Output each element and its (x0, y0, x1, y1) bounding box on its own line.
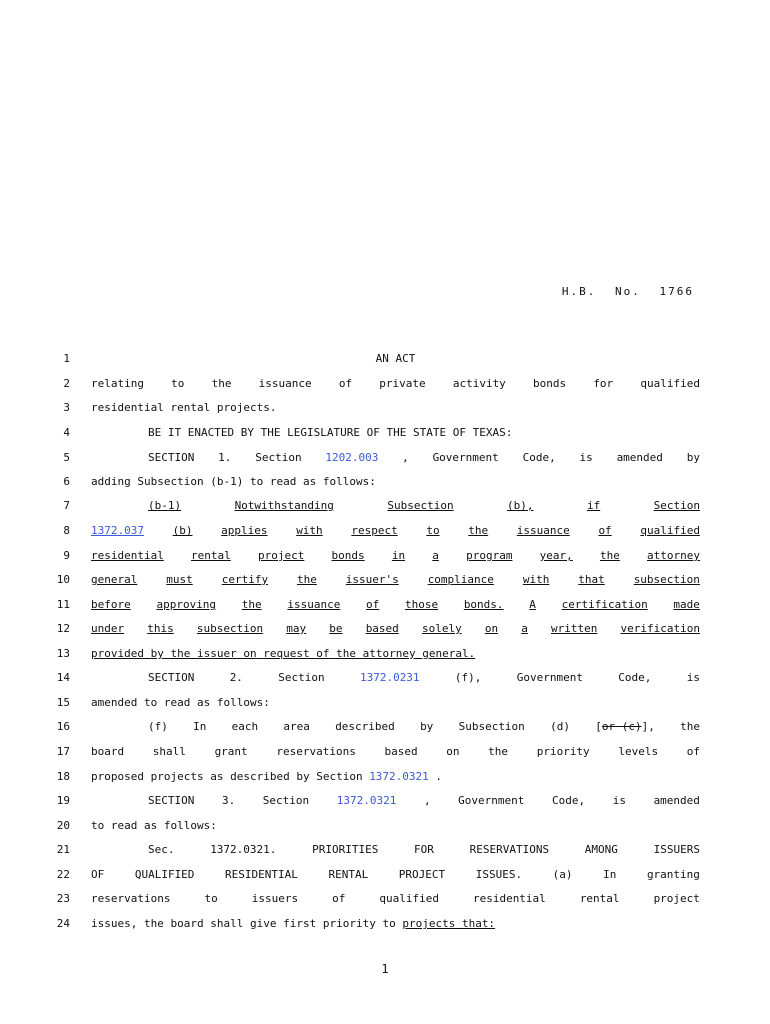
bill-line (0, 549, 770, 569)
word: as (196, 696, 211, 709)
line-text (91, 598, 700, 611)
word: issuance (258, 377, 312, 390)
word: the (488, 745, 509, 758)
bill-line (0, 426, 770, 446)
struck-text: or (c) (601, 720, 642, 733)
bill-line (0, 573, 770, 593)
line-number: 18 (56, 770, 70, 783)
word: to (171, 377, 185, 390)
line-text (91, 770, 700, 783)
word: issuance (516, 524, 570, 537)
word: solely (421, 622, 462, 635)
line-number: 6 (63, 475, 70, 488)
word: give (249, 917, 277, 930)
word: general (91, 573, 138, 586)
word: by (296, 770, 310, 783)
word: priority (536, 745, 590, 758)
word: AN (375, 352, 389, 365)
word: In (193, 720, 207, 733)
word: is (612, 794, 626, 807)
word: ISSUES. (475, 868, 523, 881)
word: certification (561, 598, 648, 611)
word: RESIDENTIAL (225, 868, 298, 881)
word: 2. (229, 671, 243, 684)
word: TEXAS: (472, 426, 513, 439)
word: attorney (647, 549, 700, 562)
line-number: 11 (56, 598, 70, 611)
word: based (384, 745, 418, 758)
bill-line (0, 917, 770, 937)
word: on (243, 647, 257, 660)
word: by (686, 451, 700, 464)
word: projects. (216, 401, 277, 414)
word: Government (458, 794, 525, 807)
word: project (257, 549, 305, 562)
word: of (316, 647, 330, 660)
line-number: 2 (63, 377, 70, 390)
word: those (404, 598, 439, 611)
bill-line (0, 770, 770, 790)
word: as (144, 819, 158, 832)
bill-line (0, 696, 770, 716)
line-text (148, 426, 700, 439)
bill-line (0, 524, 770, 544)
bill-line (0, 451, 770, 471)
page-number: 1 (381, 962, 389, 976)
line-number: 4 (63, 426, 70, 439)
word: this (147, 622, 174, 635)
line-text (148, 794, 700, 807)
word: OF (366, 426, 380, 439)
word: certify (221, 573, 269, 586)
word: request (263, 647, 310, 660)
bill-line (0, 868, 770, 888)
line-text (91, 892, 700, 905)
word: ENACTED (187, 426, 235, 439)
word: the (599, 549, 620, 562)
line-number: 13 (56, 647, 70, 660)
word: read (269, 475, 297, 488)
word: qualified (379, 892, 439, 905)
word: OF (452, 426, 466, 439)
word: . (435, 770, 443, 783)
word: a (432, 549, 439, 562)
word: approving (156, 598, 217, 611)
line-text (91, 549, 700, 562)
line-number: 12 (56, 622, 70, 635)
word: a (521, 622, 528, 635)
word: (b) (172, 524, 193, 537)
line-text (91, 696, 700, 709)
word: the (170, 647, 191, 660)
word: be (329, 622, 343, 635)
bill-line (0, 377, 770, 397)
word: amended (91, 696, 138, 709)
word: adding (91, 475, 131, 488)
line-number: 19 (56, 794, 70, 807)
bill-line (0, 843, 770, 863)
line-number: 21 (56, 843, 70, 856)
word: written (551, 622, 598, 635)
word: granting (646, 868, 700, 881)
word: as (210, 770, 224, 783)
word: (b-1) (148, 499, 182, 512)
bill-line (0, 401, 770, 421)
word: rental (579, 892, 620, 905)
word: projects (150, 770, 204, 783)
bill-line (0, 499, 770, 519)
word: Code, (552, 794, 586, 807)
word: STATE (412, 426, 447, 439)
line-number: 3 (63, 401, 70, 414)
word: shall (152, 745, 186, 758)
code-section-link[interactable]: 1372.0321 (369, 770, 429, 783)
word: before (91, 598, 131, 611)
line-number: 5 (63, 451, 70, 464)
word: project (653, 892, 700, 905)
word: FOR (414, 843, 434, 856)
word: issuance (287, 598, 341, 611)
word: IT (167, 426, 182, 439)
word: follows: (163, 819, 217, 832)
word: shall (210, 917, 244, 930)
line-number: 20 (56, 819, 70, 832)
word: in (391, 549, 406, 562)
bill-number: H.B. No. 1766 (561, 285, 694, 298)
word: reservations (276, 745, 356, 758)
word: is (686, 671, 700, 684)
word: Code, (618, 671, 652, 684)
line-text (91, 573, 700, 586)
word: of (598, 524, 612, 537)
line-number: 16 (56, 720, 70, 733)
word: rental (170, 401, 211, 414)
word: applies (221, 524, 268, 537)
word: follows: (322, 475, 376, 488)
word: issues, (91, 917, 138, 930)
word: described (230, 770, 290, 783)
word: AMONG (584, 843, 618, 856)
word: that (578, 573, 605, 586)
bill-line (0, 671, 770, 691)
word: compliance (427, 573, 494, 586)
word: of (686, 745, 700, 758)
line-text (91, 647, 700, 660)
word: Code, (522, 451, 556, 464)
line-number: 10 (56, 573, 70, 586)
word: A (529, 598, 536, 611)
word: , (402, 451, 409, 464)
word: residential (91, 401, 164, 414)
word: Section (262, 794, 310, 807)
line-number: 9 (63, 549, 70, 562)
code-section-link[interactable]: 1372.037 (91, 524, 144, 537)
word: private (379, 377, 426, 390)
word: described (335, 720, 395, 733)
word: SECTION (148, 671, 195, 684)
word: to (204, 892, 218, 905)
line-number: 17 (56, 745, 70, 758)
bill-line (0, 794, 770, 814)
word: PROJECT (398, 868, 446, 881)
word: issuer (196, 647, 237, 660)
word: bonds. (463, 598, 504, 611)
word: , (423, 794, 431, 807)
word: proposed (91, 770, 144, 783)
word: grant (214, 745, 248, 758)
bill-line (0, 720, 770, 740)
word: qualified (640, 524, 700, 537)
word: activity (452, 377, 506, 390)
word: attorney (362, 647, 416, 660)
word: on (484, 622, 499, 635)
word: the (143, 917, 164, 930)
word: board (170, 917, 204, 930)
word: PRIORITIES (312, 843, 379, 856)
word: Section (255, 451, 302, 464)
word: issuers (251, 892, 299, 905)
line-text (91, 868, 700, 881)
bill-line (0, 819, 770, 839)
word: of (332, 892, 346, 905)
word: levels (618, 745, 659, 758)
word: (b), (507, 499, 534, 512)
word: respect (351, 524, 398, 537)
word: Sec. (148, 843, 175, 856)
word: to (91, 819, 105, 832)
word: priority (322, 917, 376, 930)
word: program (466, 549, 513, 562)
line-number: 14 (56, 671, 70, 684)
bill-line (0, 745, 770, 765)
word: reservations (91, 892, 171, 905)
word: the (468, 524, 489, 537)
code-section-link[interactable]: 1202.003 (325, 451, 379, 464)
word: Section (316, 770, 363, 783)
word: board (91, 745, 125, 758)
word: general. (422, 647, 476, 660)
line-number: 22 (56, 868, 70, 881)
word: In (603, 868, 617, 881)
word: year, (539, 549, 573, 562)
word: Notwithstanding (234, 499, 334, 512)
word: 1. (218, 451, 232, 464)
word: if (586, 499, 601, 512)
line-number: 8 (63, 524, 70, 537)
line-text (91, 524, 700, 537)
line-text (91, 819, 700, 832)
word: THE (386, 426, 407, 439)
word: provided (91, 647, 144, 660)
word: area (283, 720, 310, 733)
word: rental (191, 549, 231, 562)
word: (d) (550, 720, 570, 733)
word: read (110, 819, 138, 832)
word: Section (278, 671, 325, 684)
word: the (680, 720, 700, 733)
word: 3. (221, 794, 236, 807)
word: the (296, 573, 317, 586)
word: with (522, 573, 550, 586)
word: QUALIFIED (134, 868, 195, 881)
word: to (382, 917, 396, 930)
word: RESERVATIONS (469, 843, 550, 856)
word: to (249, 475, 264, 488)
word: the (336, 647, 356, 660)
word: as (302, 475, 317, 488)
word: Government (516, 671, 583, 684)
bill-line (0, 475, 770, 495)
deleted-text: [or (c)], (595, 720, 655, 733)
line-text (148, 499, 700, 512)
line-text (91, 401, 700, 414)
word: follows: (216, 696, 270, 709)
line-text (91, 377, 700, 390)
word: Subsection (458, 720, 525, 733)
line-number: 15 (56, 696, 70, 709)
bill-line (0, 598, 770, 618)
word: the (211, 377, 232, 390)
word: SECTION (148, 451, 195, 464)
word: OF (91, 868, 105, 881)
word: (f), (454, 671, 482, 684)
line-number: 1 (63, 352, 70, 365)
word: the (241, 598, 262, 611)
bill-line (0, 892, 770, 912)
line-number: 23 (56, 892, 70, 905)
line-text (91, 745, 700, 758)
line-text (148, 671, 700, 684)
line-text (148, 451, 700, 464)
word: relating (91, 377, 144, 390)
word: of (366, 598, 380, 611)
word: with (296, 524, 323, 537)
word: 1372.0321. (210, 843, 277, 856)
word: subsection (196, 622, 264, 635)
inserted-text: projects that: (402, 917, 496, 930)
word: may (286, 622, 307, 635)
word: under (91, 622, 125, 635)
word: Government (432, 451, 499, 464)
word: bonds (331, 549, 365, 562)
word: ACT (395, 352, 416, 365)
word: to (143, 696, 158, 709)
line-text (148, 843, 700, 856)
line-text (148, 720, 700, 733)
line-text (91, 475, 700, 488)
line-text (91, 352, 700, 365)
word: must (166, 573, 193, 586)
word: THE (260, 426, 281, 439)
word: based (365, 622, 399, 635)
line-text (91, 622, 700, 635)
bill-line (0, 622, 770, 642)
word: on (446, 745, 460, 758)
word: (b-1) (210, 475, 244, 488)
word: for (593, 377, 614, 390)
bill-line (0, 647, 770, 667)
word: qualified (640, 377, 700, 390)
word: of (338, 377, 353, 390)
word: read (163, 696, 191, 709)
bill-line (0, 352, 770, 372)
word: Section (653, 499, 700, 512)
word: residential (91, 549, 164, 562)
code-section-link[interactable]: 1372.0231 (359, 671, 420, 684)
word: bonds (533, 377, 567, 390)
word: ISSUERS (653, 843, 700, 856)
word: each (231, 720, 259, 733)
word: verification (620, 622, 700, 635)
word: is (579, 451, 593, 464)
word: amended (653, 794, 700, 807)
word: Subsection (387, 499, 454, 512)
word: subsection (633, 573, 700, 586)
code-section-link[interactable]: 1372.0321 (336, 794, 397, 807)
word: RENTAL (328, 868, 369, 881)
word: first (283, 917, 317, 930)
word: Subsection (137, 475, 204, 488)
word: (a) (552, 868, 573, 881)
word: BY (240, 426, 254, 439)
line-text (91, 917, 700, 930)
word: (f) (148, 720, 168, 733)
word: by (150, 647, 164, 660)
word: to (426, 524, 440, 537)
word: amended (616, 451, 663, 464)
word: SECTION (148, 794, 195, 807)
line-number: 24 (56, 917, 70, 930)
word: by (420, 720, 434, 733)
word: BE (148, 426, 162, 439)
line-number: 7 (63, 499, 70, 512)
word: made (673, 598, 700, 611)
word: LEGISLATURE (287, 426, 360, 439)
word: issuer's (345, 573, 399, 586)
word: residential (472, 892, 546, 905)
